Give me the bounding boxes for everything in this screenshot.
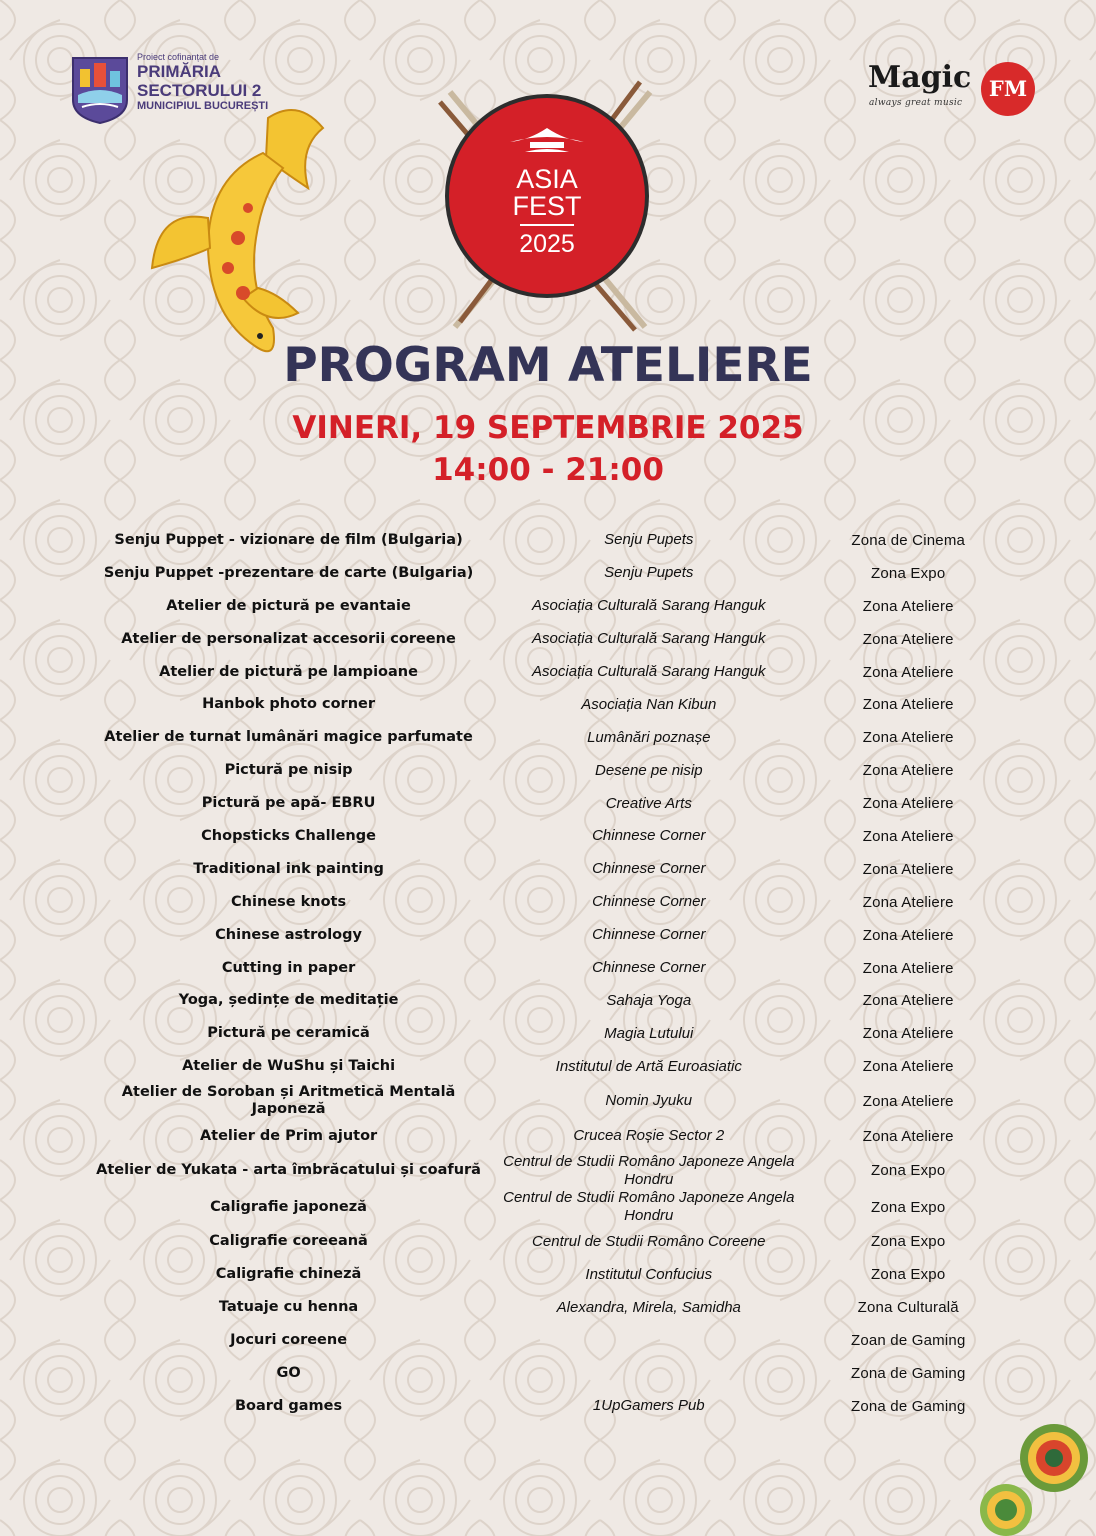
organizer-cell: 1UpGamers Pub <box>592 1397 705 1415</box>
activity-cell: Atelier de Yukata - arta îmbrăcatului și coafură <box>96 1162 481 1179</box>
table-row <box>88 1357 1008 1390</box>
activity-cell: Caligrafie chineză <box>215 1266 362 1283</box>
table-row <box>88 1390 1008 1423</box>
asia-fest-emblem <box>430 72 670 332</box>
table-row <box>88 984 1008 1017</box>
sponsor-line3: MUNICIPIUL BUCUREȘTI <box>137 100 269 112</box>
organizer-cell: Senju Pupets <box>604 531 694 549</box>
zone-cell: Zona Ateliere <box>862 1058 954 1076</box>
organizer-cell: Alexandra, Mirela, Samidha <box>556 1298 741 1316</box>
activity-cell: Hanbok photo corner <box>202 696 376 713</box>
mandala-flower-decoration <box>972 1416 1096 1536</box>
table-row <box>88 952 1008 985</box>
magic-fm-logo <box>868 60 1043 120</box>
activity-cell: Atelier de WuShu și Taichi <box>182 1058 396 1075</box>
organizer-cell: Sahaja Yoga <box>606 991 692 1009</box>
table-row <box>88 656 1008 689</box>
zone-cell: Zona Ateliere <box>862 762 954 780</box>
table-row <box>88 1258 1008 1291</box>
activity-cell: Caligrafie coreeană <box>209 1233 368 1250</box>
zone-cell: Zona Ateliere <box>862 597 954 615</box>
table-row <box>88 557 1008 590</box>
table-row <box>88 623 1008 656</box>
activity-cell: Atelier de pictură pe evantaie <box>166 597 411 614</box>
radio-tagline: always great music <box>869 98 963 108</box>
organizer-cell: Asociația Culturală Sarang Hanguk <box>532 663 766 680</box>
activity-cell: Caligrafie japoneză <box>210 1198 367 1215</box>
table-row <box>88 787 1008 820</box>
organizer-cell: Centrul de Studii Româno Japoneze Angela Hondru <box>503 1189 795 1225</box>
organizer-cell: Lumânări poznașe <box>587 728 711 746</box>
activity-cell: Pictură pe apă- EBRU <box>201 795 376 812</box>
activity-cell: Senju Puppet -prezentare de carte (Bulgaria) <box>103 564 474 581</box>
table-row <box>88 820 1008 853</box>
organizer-cell: Senju Pupets <box>604 564 694 582</box>
table-row <box>88 1017 1008 1050</box>
zone-cell: Zona Ateliere <box>862 893 954 911</box>
page-title: PROGRAM ATELIERE <box>283 338 813 393</box>
organizer-cell: Asociația Nan Kibun <box>581 695 717 713</box>
activity-cell: Chopsticks Challenge <box>201 827 376 844</box>
activity-cell: Traditional ink painting <box>193 860 384 877</box>
activity-cell: Chinese knots <box>231 893 347 910</box>
zone-cell: Zona Expo <box>871 1162 946 1180</box>
organizer-cell: Centrul de Studii Româno Coreene <box>532 1232 766 1250</box>
zone-cell: Zona Ateliere <box>862 992 954 1010</box>
zone-cell: Zona Expo <box>871 1233 946 1251</box>
table-row <box>88 886 1008 919</box>
zone-cell: Zona Ateliere <box>862 1127 954 1145</box>
organizer-cell: Chinnese Corner <box>592 860 706 878</box>
activity-cell: Senju Puppet - vizionare de film (Bulgaria) <box>114 531 463 548</box>
table-row <box>88 853 1008 886</box>
activity-cell: Board games <box>235 1397 343 1414</box>
schedule-table <box>88 524 1008 1423</box>
sponsor-line2: SECTORULUI 2 <box>137 81 262 100</box>
table-row <box>88 1189 1008 1226</box>
table-row <box>88 1050 1008 1083</box>
zone-cell: Zona Ateliere <box>862 827 954 845</box>
table-row <box>88 1291 1008 1324</box>
zone-cell: Zona Ateliere <box>862 729 954 747</box>
table-row <box>88 1083 1008 1120</box>
table-row <box>88 754 1008 787</box>
zone-cell: Zona Ateliere <box>862 630 954 648</box>
zone-cell: Zona Ateliere <box>862 926 954 944</box>
zone-cell: Zona Expo <box>871 1266 946 1284</box>
table-row <box>88 1226 1008 1259</box>
activity-cell: Cutting in paper <box>221 959 356 976</box>
zone-cell: Zoan de Gaming <box>850 1332 966 1350</box>
activity-cell: GO <box>276 1365 301 1382</box>
organizer-cell: Chinnese Corner <box>592 827 706 845</box>
activity-cell: Atelier de pictură pe lampioane <box>159 663 418 680</box>
zone-cell: Zona Expo <box>871 564 946 582</box>
sponsor-line1: PRIMĂRIA <box>137 62 222 81</box>
organizer-cell: Creative Arts <box>605 794 692 812</box>
zone-cell: Zona de Cinema <box>851 531 966 549</box>
event-hours: 14:00 - 21:00 <box>432 452 664 488</box>
table-row <box>88 590 1008 623</box>
koi-fish-illustration <box>148 98 338 368</box>
table-row <box>88 688 1008 721</box>
zone-cell: Zona de Gaming <box>850 1397 966 1415</box>
activity-cell: Atelier de turnat lumânări magice parfumate <box>104 729 473 746</box>
city-crest-icon <box>70 55 130 125</box>
activity-cell: Atelier de Prim ajutor <box>199 1127 378 1144</box>
activity-cell: Tatuaje cu henna <box>218 1299 359 1316</box>
zone-cell: Zona de Gaming <box>850 1365 966 1383</box>
organizer-cell: Crucea Roșie Sector 2 <box>573 1127 725 1145</box>
organizer-cell: Institutul Confucius <box>585 1265 713 1283</box>
table-row <box>88 1324 1008 1357</box>
emblem-line2: FEST <box>512 191 582 221</box>
radio-name: Magic <box>868 60 972 95</box>
activity-cell: Atelier de Soroban și Aritmetică Mentală Japoneză <box>121 1084 456 1118</box>
activity-cell: Chinese astrology <box>215 926 362 943</box>
activity-cell: Atelier de personalizat accesorii coreene <box>121 630 456 647</box>
activity-cell: Pictură pe ceramică <box>207 1025 370 1042</box>
table-row <box>88 919 1008 952</box>
emblem-line1: ASIA <box>516 164 578 194</box>
organizer-cell: Centrul de Studii Româno Japoneze Angela Hondru <box>503 1152 795 1188</box>
zone-cell: Zona Ateliere <box>862 860 954 878</box>
radio-badge: FM <box>981 62 1035 116</box>
cofinanced-label: Proiect cofinanțat de <box>137 52 220 62</box>
table-row <box>88 721 1008 754</box>
table-row <box>88 524 1008 557</box>
organizer-cell: Magia Lutului <box>604 1024 694 1042</box>
organizer-cell: Nomin Jyuku <box>605 1092 693 1110</box>
zone-cell: Zona Culturală <box>857 1299 959 1317</box>
organizer-cell: Chinnese Corner <box>592 893 706 911</box>
zone-cell: Zona Ateliere <box>862 1092 954 1110</box>
organizer-cell: Asociația Culturală Sarang Hanguk <box>532 597 766 615</box>
organizer-cell: Chinnese Corner <box>592 959 706 977</box>
zone-cell: Zona Ateliere <box>862 1025 954 1043</box>
zone-cell: Zona Expo <box>871 1198 946 1216</box>
activity-cell: Pictură pe nisip <box>224 762 353 779</box>
activity-cell: Jocuri coreene <box>230 1332 348 1349</box>
organizer-cell: Institutul de Artă Euroasiatic <box>555 1057 742 1075</box>
organizer-cell: Chinnese Corner <box>592 926 706 944</box>
table-row <box>88 1120 1008 1153</box>
organizer-cell: Desene pe nisip <box>594 761 703 779</box>
table-row <box>88 1153 1008 1190</box>
zone-cell: Zona Ateliere <box>862 959 954 977</box>
zone-cell: Zona Ateliere <box>862 663 954 681</box>
activity-cell: Yoga, ședințe de meditație <box>178 992 399 1009</box>
event-date: VINERI, 19 SEPTEMBRIE 2025 <box>292 410 804 446</box>
zone-cell: Zona Ateliere <box>862 795 954 813</box>
organizer-cell: Asociația Culturală Sarang Hanguk <box>532 630 766 648</box>
emblem-year: 2025 <box>519 230 575 258</box>
zone-cell: Zona Ateliere <box>862 696 954 714</box>
